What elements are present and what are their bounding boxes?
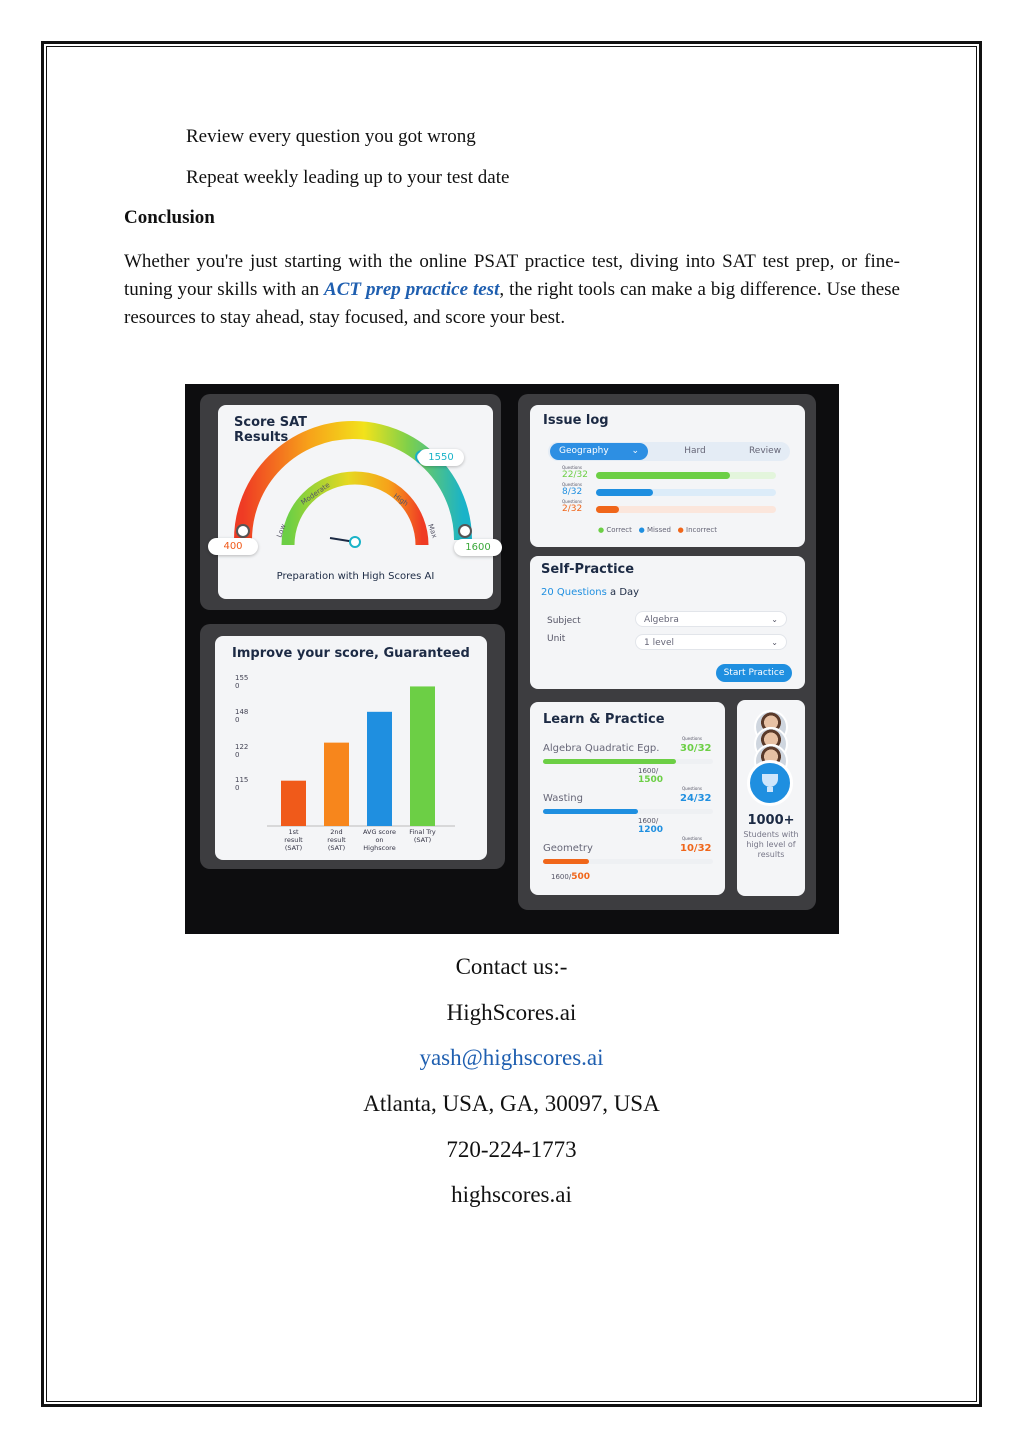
contact-phone: 720-224-1773 xyxy=(446,1137,577,1162)
tick-label: 155 xyxy=(235,674,249,682)
contact-email-link[interactable]: yash@highscores.ai xyxy=(419,1045,604,1070)
zone-moderate: Moderate xyxy=(299,480,332,507)
issue-bar-track xyxy=(596,506,776,513)
issue-bar-fill xyxy=(596,489,653,496)
score-badge: 1550 xyxy=(418,449,464,466)
score-total: 1600/ xyxy=(638,767,659,775)
score-min-badge: 400 xyxy=(208,538,258,555)
learn-practice-card xyxy=(530,702,725,895)
questions-caption: Questions xyxy=(562,465,582,470)
category-label: Highscore xyxy=(363,844,396,852)
gauge-hub xyxy=(350,537,360,547)
conclusion-text-after: , the right tools can make a big difference. Use these resources to stay ahead, stay focused, and score your best. xyxy=(124,279,900,328)
tick-label: 122 xyxy=(235,743,249,751)
topic-value: 30/32 xyxy=(680,743,712,754)
issue-log-title: Issue log xyxy=(543,413,609,428)
legend-incorrect: Incorrect xyxy=(686,526,718,534)
conclusion-heading: Conclusion xyxy=(124,207,215,228)
issue-bar-fill xyxy=(596,472,730,479)
contact-company: HighScores.ai xyxy=(446,1000,577,1025)
topic-score xyxy=(638,817,663,835)
category-label: (SAT) xyxy=(327,844,346,852)
topic-name: Algebra Quadratic Egp. xyxy=(543,743,660,754)
topic-bar-fill xyxy=(543,859,589,864)
unit-value: 1 level xyxy=(644,638,674,648)
bar xyxy=(281,781,306,826)
contact-website: highscores.ai xyxy=(451,1182,572,1207)
category-label: Final Try xyxy=(409,828,436,836)
score-total: 1600/ xyxy=(638,817,659,825)
issue-value: 22/32 xyxy=(562,470,588,480)
bar xyxy=(367,712,392,826)
tick-label: 148 xyxy=(235,708,249,716)
score-card-title: Score SAT Results xyxy=(234,415,308,445)
tick-label: 0 xyxy=(235,682,240,690)
conclusion-text-before: Whether you're just starting with the online PSAT practice test, diving into SAT test prep, or fine-tuning your skills with an xyxy=(124,251,900,300)
score-card xyxy=(218,405,493,599)
category-label: (SAT) xyxy=(284,844,303,852)
self-practice-card xyxy=(530,556,805,689)
subject-select[interactable] xyxy=(635,611,787,627)
category-label: (SAT) xyxy=(413,836,432,844)
step-review: Review every question you got wrong xyxy=(186,126,476,147)
score-total: 1600/ xyxy=(551,873,572,881)
legend-correct: Correct xyxy=(606,526,632,534)
chevron-down-icon: ⌄ xyxy=(631,446,639,456)
improve-card xyxy=(215,636,487,860)
issue-bar-fill xyxy=(596,506,619,513)
topic-score xyxy=(551,873,590,882)
tick-label: 0 xyxy=(235,716,240,724)
questions-caption: Questions xyxy=(682,786,702,791)
zone-max: Max xyxy=(426,522,439,540)
improve-bar-chart xyxy=(215,636,487,860)
questions-caption: Questions xyxy=(562,482,582,487)
contact-heading: Contact us:- xyxy=(455,954,568,979)
trophy-icon xyxy=(747,760,793,806)
act-prep-link[interactable]: ACT prep practice test xyxy=(324,279,500,300)
chevron-down-icon: ⌄ xyxy=(771,638,778,647)
students-card xyxy=(737,700,805,896)
score-gauge xyxy=(218,405,493,599)
score-value: 1200 xyxy=(638,825,664,835)
topic-score xyxy=(638,767,663,785)
issue-value: 2/32 xyxy=(562,504,583,514)
conclusion-paragraph xyxy=(124,248,900,332)
score-card-footer: Preparation with High Scores AI xyxy=(276,571,435,582)
learn-practice-title: Learn & Practice xyxy=(543,712,665,727)
tab-review[interactable]: Review xyxy=(748,446,782,456)
self-practice-title: Self-Practice xyxy=(541,562,635,577)
topic-bar-fill xyxy=(543,809,638,814)
improve-card-title: Improve your score, Guaranteed xyxy=(232,646,470,661)
category-label: result xyxy=(284,836,303,844)
chevron-down-icon: ⌄ xyxy=(771,615,778,624)
issue-value: 8/32 xyxy=(562,487,583,497)
questions-caption: Questions xyxy=(682,836,702,841)
topic-bar-fill xyxy=(543,759,676,764)
topic-name: Wasting xyxy=(543,793,583,804)
topic-value: 10/32 xyxy=(680,843,712,854)
issue-legend: ● Correct ● Missed ● Incorrect xyxy=(598,526,718,534)
subject-label: Subject xyxy=(547,616,581,626)
students-count: 1000+ xyxy=(747,813,795,828)
category-label: 2nd xyxy=(330,828,343,836)
unit-label: Unit xyxy=(547,634,566,644)
students-caption: Students with high level of results xyxy=(743,830,799,859)
questions-count: 20 Questions xyxy=(541,587,607,598)
tab-hard[interactable]: Hard xyxy=(684,446,706,456)
questions-caption: Questions xyxy=(682,736,702,741)
dashboard-image xyxy=(185,384,839,934)
category-label: 1st xyxy=(288,828,299,836)
step-repeat: Repeat weekly leading up to your test date xyxy=(186,167,510,188)
tab-geography[interactable] xyxy=(550,443,648,460)
topic-name: Geometry xyxy=(543,843,593,854)
zone-low: Low xyxy=(275,522,288,539)
questions-caption: Questions xyxy=(562,499,582,504)
score-value: 1500 xyxy=(638,775,664,785)
bar xyxy=(324,743,349,826)
score-value: 500 xyxy=(571,872,590,882)
self-practice-goal xyxy=(541,587,639,598)
tick-label: 0 xyxy=(235,751,240,759)
tick-label: 0 xyxy=(235,784,240,792)
tick-label: 115 xyxy=(235,776,249,784)
unit-select[interactable] xyxy=(635,634,787,650)
legend-missed: Missed xyxy=(646,526,671,534)
contact-address: Atlanta, USA, GA, 30097, USA xyxy=(363,1091,660,1116)
category-label: result xyxy=(327,836,346,844)
start-practice-button[interactable]: Start Practice xyxy=(716,664,792,682)
bar xyxy=(410,686,435,826)
category-label: on xyxy=(375,836,384,844)
issue-log-card xyxy=(530,405,805,547)
topic-value: 24/32 xyxy=(680,793,712,804)
zone-high: High xyxy=(391,492,410,508)
score-max-badge: 1600 xyxy=(454,539,502,556)
tab-geography-label: Geography xyxy=(559,446,609,456)
questions-suffix: a Day xyxy=(610,587,640,598)
subject-value: Algebra xyxy=(644,615,679,625)
category-label: AVG score xyxy=(362,828,397,836)
